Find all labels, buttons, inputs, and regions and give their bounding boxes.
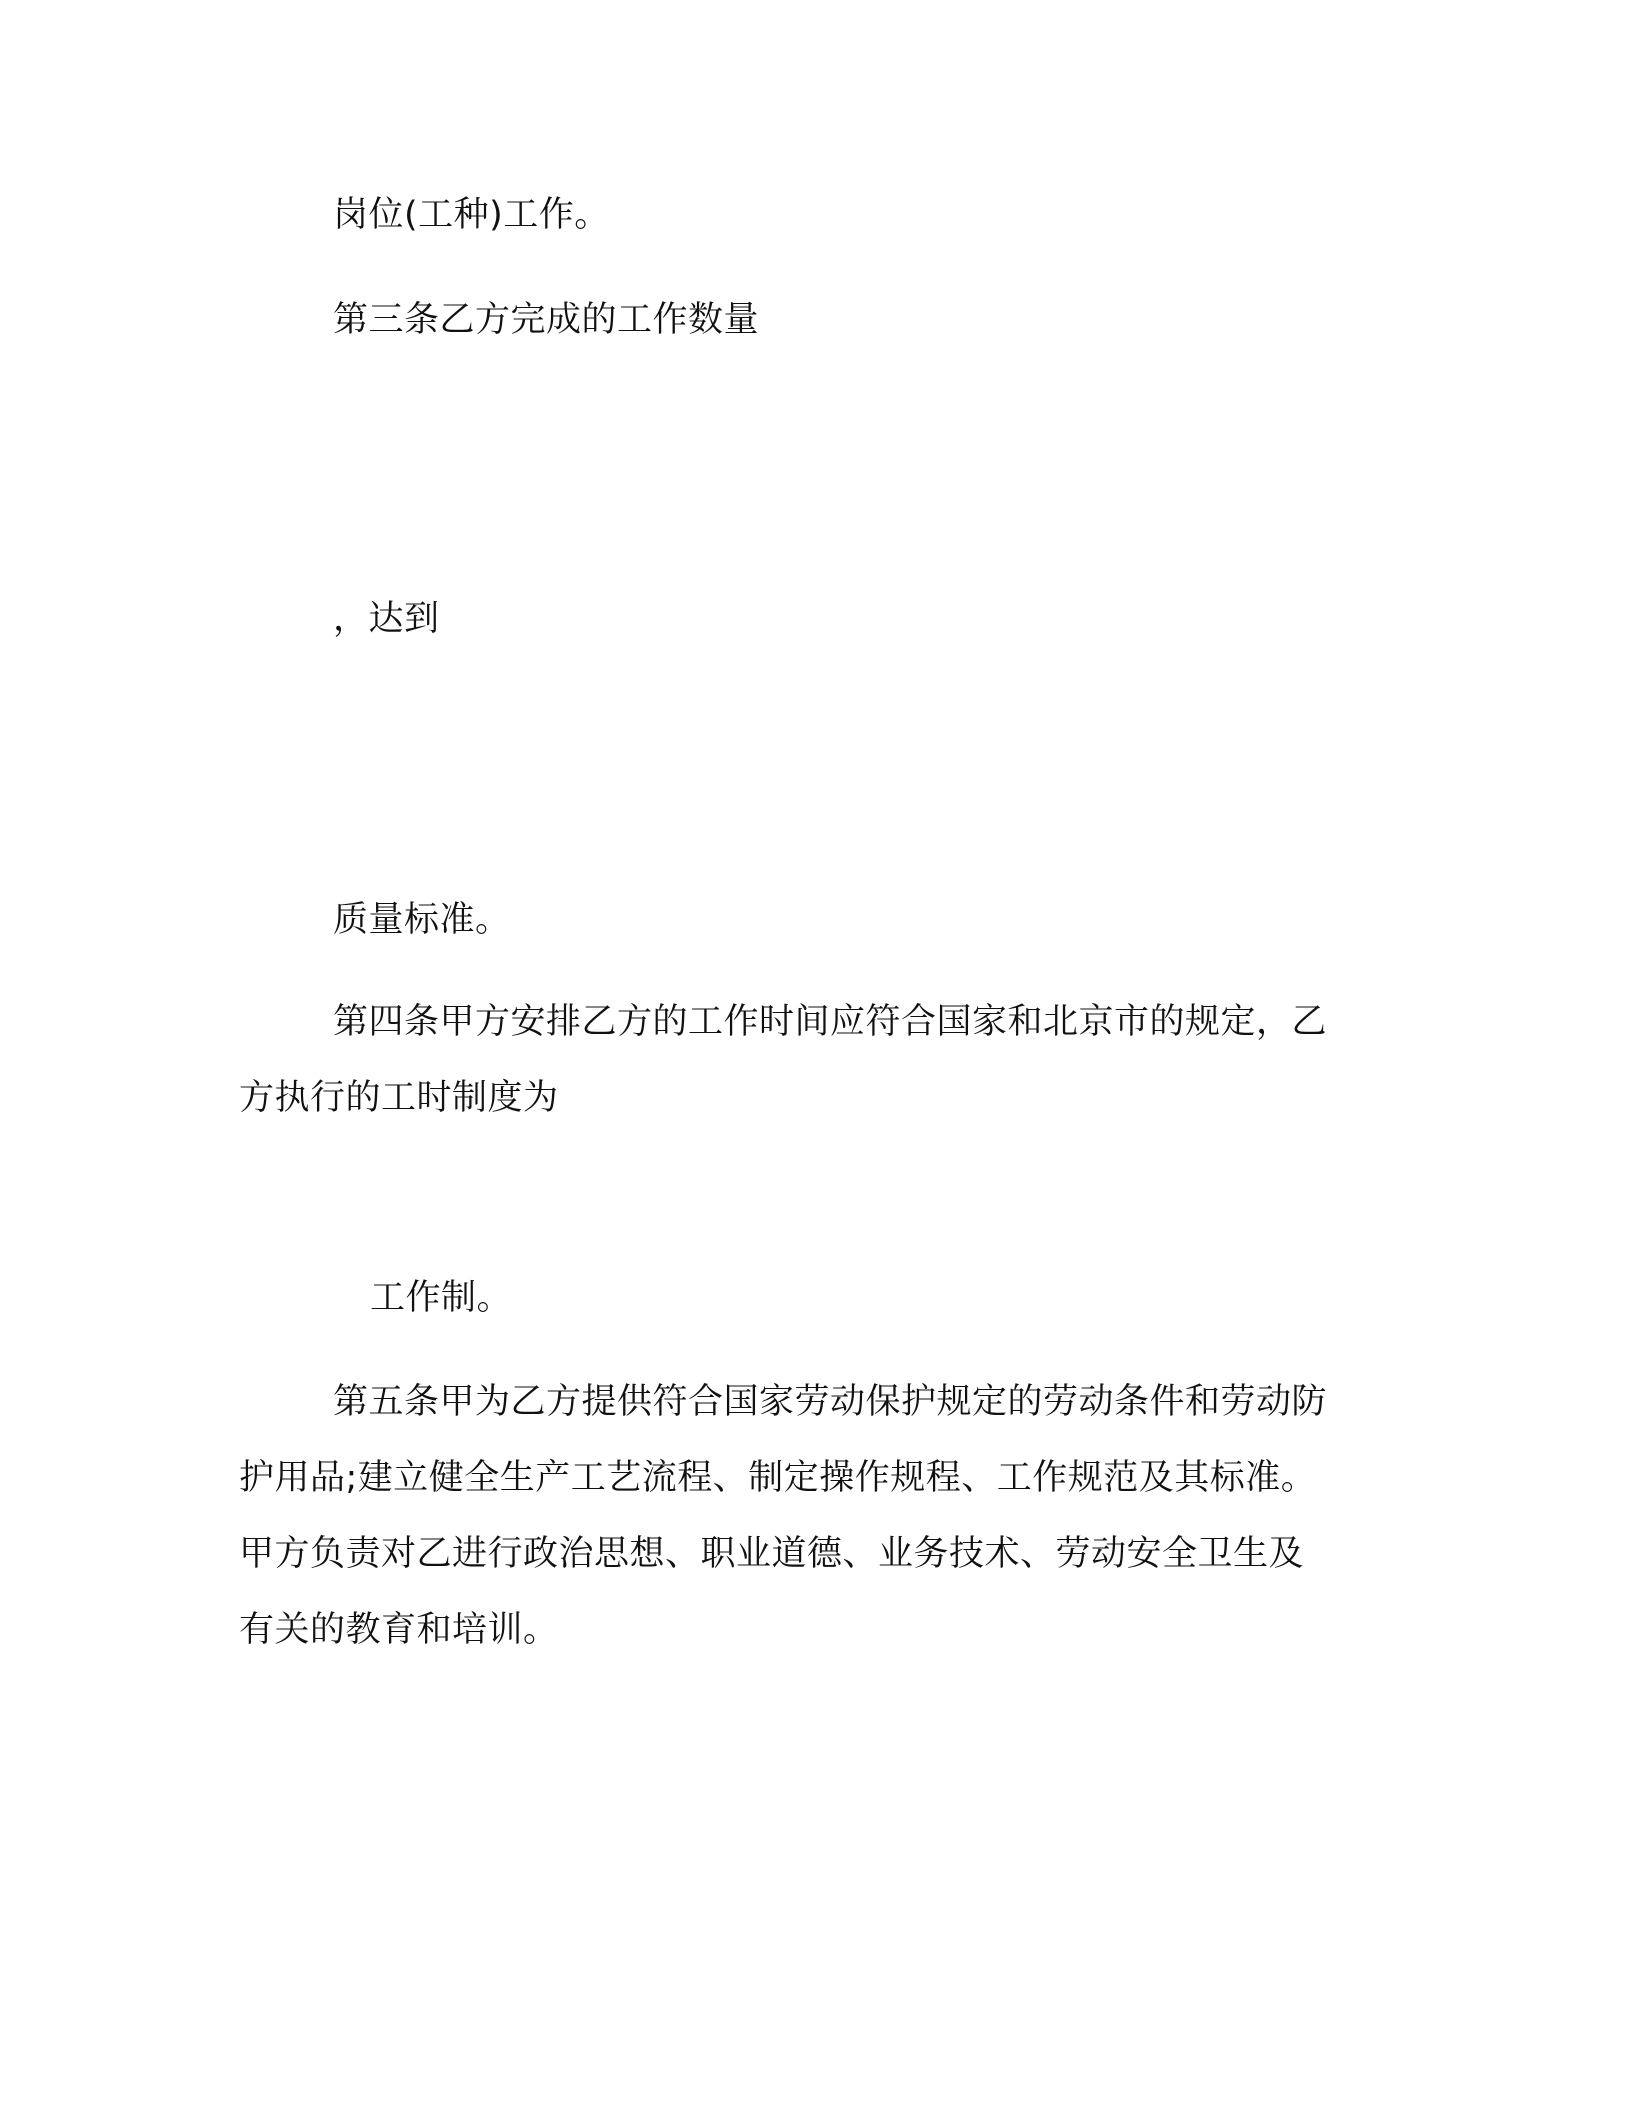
paragraph-article-5-line-4: 有关的教育和培训。 xyxy=(239,1610,559,1650)
paragraph-position-work: 岗位(工种)工作。 xyxy=(333,195,610,235)
paragraph-article-5-line-2: 护用品;建立健全生产工艺流程、制定操作规程、工作规范及其标准。 xyxy=(239,1458,1317,1498)
paragraph-article-4-line-1: 第四条甲方安排乙方的工作时间应符合国家和北京市的规定，乙 xyxy=(333,1002,1328,1042)
paragraph-article-4-line-2: 方执行的工时制度为 xyxy=(239,1078,559,1118)
paragraph-article-5-line-1: 第五条甲为乙方提供符合国家劳动保护规定的劳动条件和劳动防 xyxy=(333,1382,1328,1422)
paragraph-article-3: 第三条乙方完成的工作数量 xyxy=(333,300,760,340)
paragraph-article-5-line-3: 甲方负责对乙进行政治思想、职业道德、业务技术、劳动安全卫生及 xyxy=(239,1534,1305,1574)
paragraph-reach: ，达到 xyxy=(333,599,440,639)
paragraph-quality-standard: 质量标准。 xyxy=(333,900,511,940)
paragraph-work-system: 工作制。 xyxy=(370,1278,513,1318)
